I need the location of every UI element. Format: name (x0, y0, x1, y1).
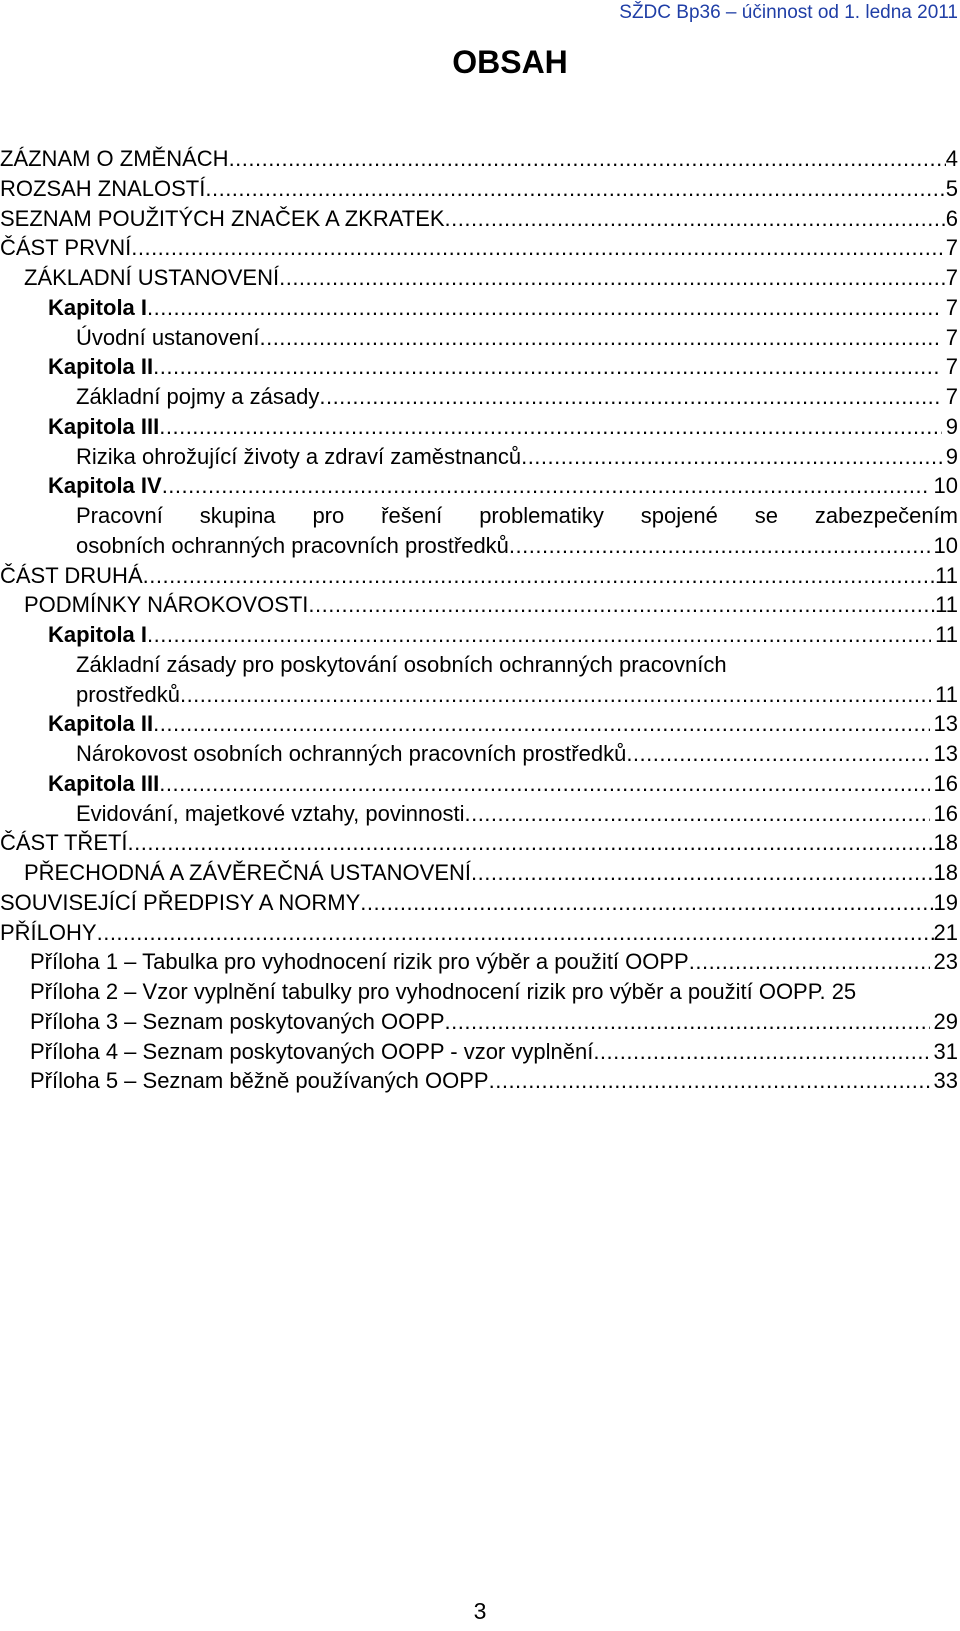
toc-page-number: 16 (933, 800, 958, 826)
toc-entry[interactable] (0, 977, 958, 1007)
toc-leader (509, 531, 930, 561)
toc-page-number: 18 (933, 860, 958, 885)
toc-entry[interactable] (0, 1007, 958, 1037)
toc-entry[interactable] (0, 828, 958, 858)
toc-entry-text: Kapitola I (48, 622, 148, 647)
toc-entry-text: PŘÍLOHY (0, 919, 97, 945)
toc-entry-wrapped-line[interactable] (0, 501, 958, 531)
toc-leader (143, 561, 936, 591)
toc-entry-text: Úvodní ustanovení (76, 324, 260, 350)
toc-entry-text: SOUVISEJÍCÍ PŘEDPISY A NORMY (0, 889, 361, 915)
toc-page-number: 10 (933, 473, 958, 499)
toc-entry[interactable] (0, 471, 958, 501)
toc-leader (205, 174, 945, 204)
toc-entry-text: Příloha 4 – Seznam poskytovaných OOPP - vzor vyplnění (30, 1038, 594, 1064)
toc-page-number: 7 (945, 294, 958, 320)
toc-entry[interactable] (0, 204, 958, 234)
page-title: OBSAH (452, 44, 568, 80)
toc-page-number: 7 (945, 265, 958, 290)
toc-page-number: 6 (945, 205, 958, 231)
toc-page-number: 10 (933, 532, 958, 558)
toc-entry-text: Kapitola I (48, 294, 148, 320)
toc-entry[interactable] (0, 947, 958, 977)
toc-leader (360, 888, 933, 918)
toc-entry[interactable] (0, 918, 958, 948)
toc-leader (180, 680, 931, 710)
toc-entry[interactable] (0, 1066, 958, 1096)
toc-page-number: 31 (933, 1038, 958, 1064)
toc-entry-text: Pracovní skupina pro řešení problematiky spojené se zabezpečením (76, 503, 958, 528)
toc-entry-text: Kapitola III (48, 770, 160, 796)
toc-leader (162, 471, 930, 501)
toc-leader (97, 918, 934, 948)
toc-entry[interactable] (0, 144, 958, 174)
toc-page-number: 5 (945, 175, 958, 201)
toc-page-number: 7 (945, 235, 958, 261)
toc-page-number: 19 (933, 889, 958, 915)
toc-entry[interactable] (0, 620, 958, 650)
toc-entry[interactable] (0, 233, 958, 263)
toc-page-number: 13 (933, 711, 958, 737)
toc-leader (445, 1007, 930, 1037)
toc-page-number: 29 (933, 1008, 958, 1034)
toc-entry[interactable] (0, 590, 958, 620)
toc-page-number: 25 (831, 979, 857, 1004)
toc-leader (153, 352, 942, 382)
toc-page-number: 11 (935, 681, 958, 707)
toc-leader (593, 1037, 929, 1067)
toc-entry-text: Evidování, majetkové vztahy, povinnosti (76, 800, 465, 826)
toc-entry-text: Kapitola II (48, 711, 154, 737)
toc-entry-text: Kapitola III (48, 413, 160, 439)
toc-entry-text: Rizika ohrožující životy a zdraví zaměstnanců (76, 443, 522, 469)
toc-entry-text: PODMÍNKY NÁROKOVOSTI (24, 592, 309, 618)
toc-page-number: 11 (935, 622, 958, 647)
toc-leader (308, 590, 935, 620)
toc-entry[interactable] (0, 888, 958, 918)
toc-entry-text: Kapitola II (48, 354, 154, 380)
toc-entry-text-continued: osobních ochranných pracovních prostředků (76, 532, 509, 558)
toc-leader (229, 144, 946, 174)
toc-entry-wrapped-line[interactable] (0, 650, 958, 680)
toc-leader (471, 858, 934, 888)
toc-page-number: 11 (935, 592, 958, 618)
toc-leader (159, 769, 929, 799)
toc-entry[interactable] (0, 293, 958, 323)
toc-leader (319, 382, 941, 412)
toc-page-number: 11 (935, 562, 958, 588)
toc-entry-text: Základní zásady pro poskytování osobních ochranných pracovních (76, 651, 727, 677)
toc-entry[interactable] (0, 561, 958, 591)
toc-entry[interactable] (0, 680, 958, 710)
toc-entry-text: Příloha 1 – Tabulka pro vyhodnocení rizik pro výběr a použití OOPP (30, 949, 689, 975)
document-header: SŽDC Bp36 – účinnost od 1. ledna 2011 (619, 2, 958, 23)
toc-entry[interactable] (0, 263, 958, 293)
toc-page-number: 7 (945, 354, 958, 380)
table-of-contents (0, 144, 958, 1096)
toc-entry-text: Příloha 5 – Seznam běžně používaných OOPP (30, 1068, 489, 1094)
toc-page-number: 16 (933, 770, 958, 796)
toc-page-number: 9 (945, 413, 958, 439)
toc-page-number: 7 (945, 384, 958, 409)
toc-entry-text: Nárokovost osobních ochranných pracovních prostředků (76, 741, 627, 766)
toc-page-number: 13 (933, 741, 958, 766)
toc-entry-text: ROZSAH ZNALOSTÍ (0, 175, 206, 201)
toc-leader (489, 1066, 930, 1096)
toc-entry[interactable] (0, 739, 958, 769)
toc-entry[interactable] (0, 769, 958, 799)
toc-entry[interactable] (0, 352, 958, 382)
toc-leader (153, 709, 929, 739)
toc-entry-text: Základní pojmy a zásady (76, 384, 320, 409)
toc-page-number: 21 (933, 919, 958, 945)
toc-entry-text: ČÁST DRUHÁ (0, 562, 143, 588)
toc-entry[interactable] (0, 174, 958, 204)
toc-leader (147, 293, 942, 323)
toc-entry-text: Příloha 2 – Vzor vyplnění tabulky pro vyhodnocení rizik pro výběr a použití OOPP. (30, 979, 826, 1004)
toc-page-number: 7 (945, 324, 958, 350)
toc-page-number: 33 (933, 1068, 958, 1094)
toc-page-number: 4 (945, 146, 958, 171)
toc-entry-text: ZÁZNAM O ZMĚNÁCH (0, 146, 229, 171)
toc-entry[interactable] (0, 799, 958, 829)
toc-leader (464, 799, 929, 829)
page-number-footer: 3 (473, 1598, 487, 1624)
toc-entry[interactable] (0, 1037, 958, 1067)
toc-entry-text: PŘECHODNÁ A ZÁVĚREČNÁ USTANOVENÍ (24, 860, 472, 885)
toc-leader (128, 828, 934, 858)
toc-entry[interactable] (0, 531, 958, 561)
toc-leader (689, 947, 930, 977)
toc-leader (279, 263, 946, 293)
toc-leader (147, 620, 931, 650)
toc-entry[interactable] (0, 382, 958, 412)
toc-entry[interactable] (0, 709, 958, 739)
toc-page-number: 18 (933, 830, 958, 856)
toc-leader (445, 204, 946, 234)
toc-page-number: 9 (945, 443, 958, 469)
toc-leader (259, 323, 941, 353)
toc-entry[interactable] (0, 858, 958, 888)
toc-entry[interactable] (0, 442, 958, 472)
toc-entry-text: Kapitola IV (48, 473, 162, 499)
toc-leader (521, 442, 942, 472)
toc-entry-text: ČÁST TŘETÍ (0, 830, 128, 856)
toc-entry[interactable] (0, 412, 958, 442)
toc-entry[interactable] (0, 323, 958, 353)
toc-entry-text: SEZNAM POUŽITÝCH ZNAČEK A ZKRATEK (0, 205, 445, 231)
toc-entry-text: ČÁST PRVNÍ (0, 235, 132, 261)
toc-leader (159, 412, 942, 442)
toc-leader (626, 739, 929, 769)
toc-leader (131, 233, 946, 263)
toc-entry-text: Příloha 3 – Seznam poskytovaných OOPP (30, 1008, 445, 1034)
toc-entry-text-continued: prostředků (76, 681, 180, 707)
toc-page-number: 23 (933, 949, 958, 975)
toc-entry-text: ZÁKLADNÍ USTANOVENÍ (24, 265, 280, 290)
